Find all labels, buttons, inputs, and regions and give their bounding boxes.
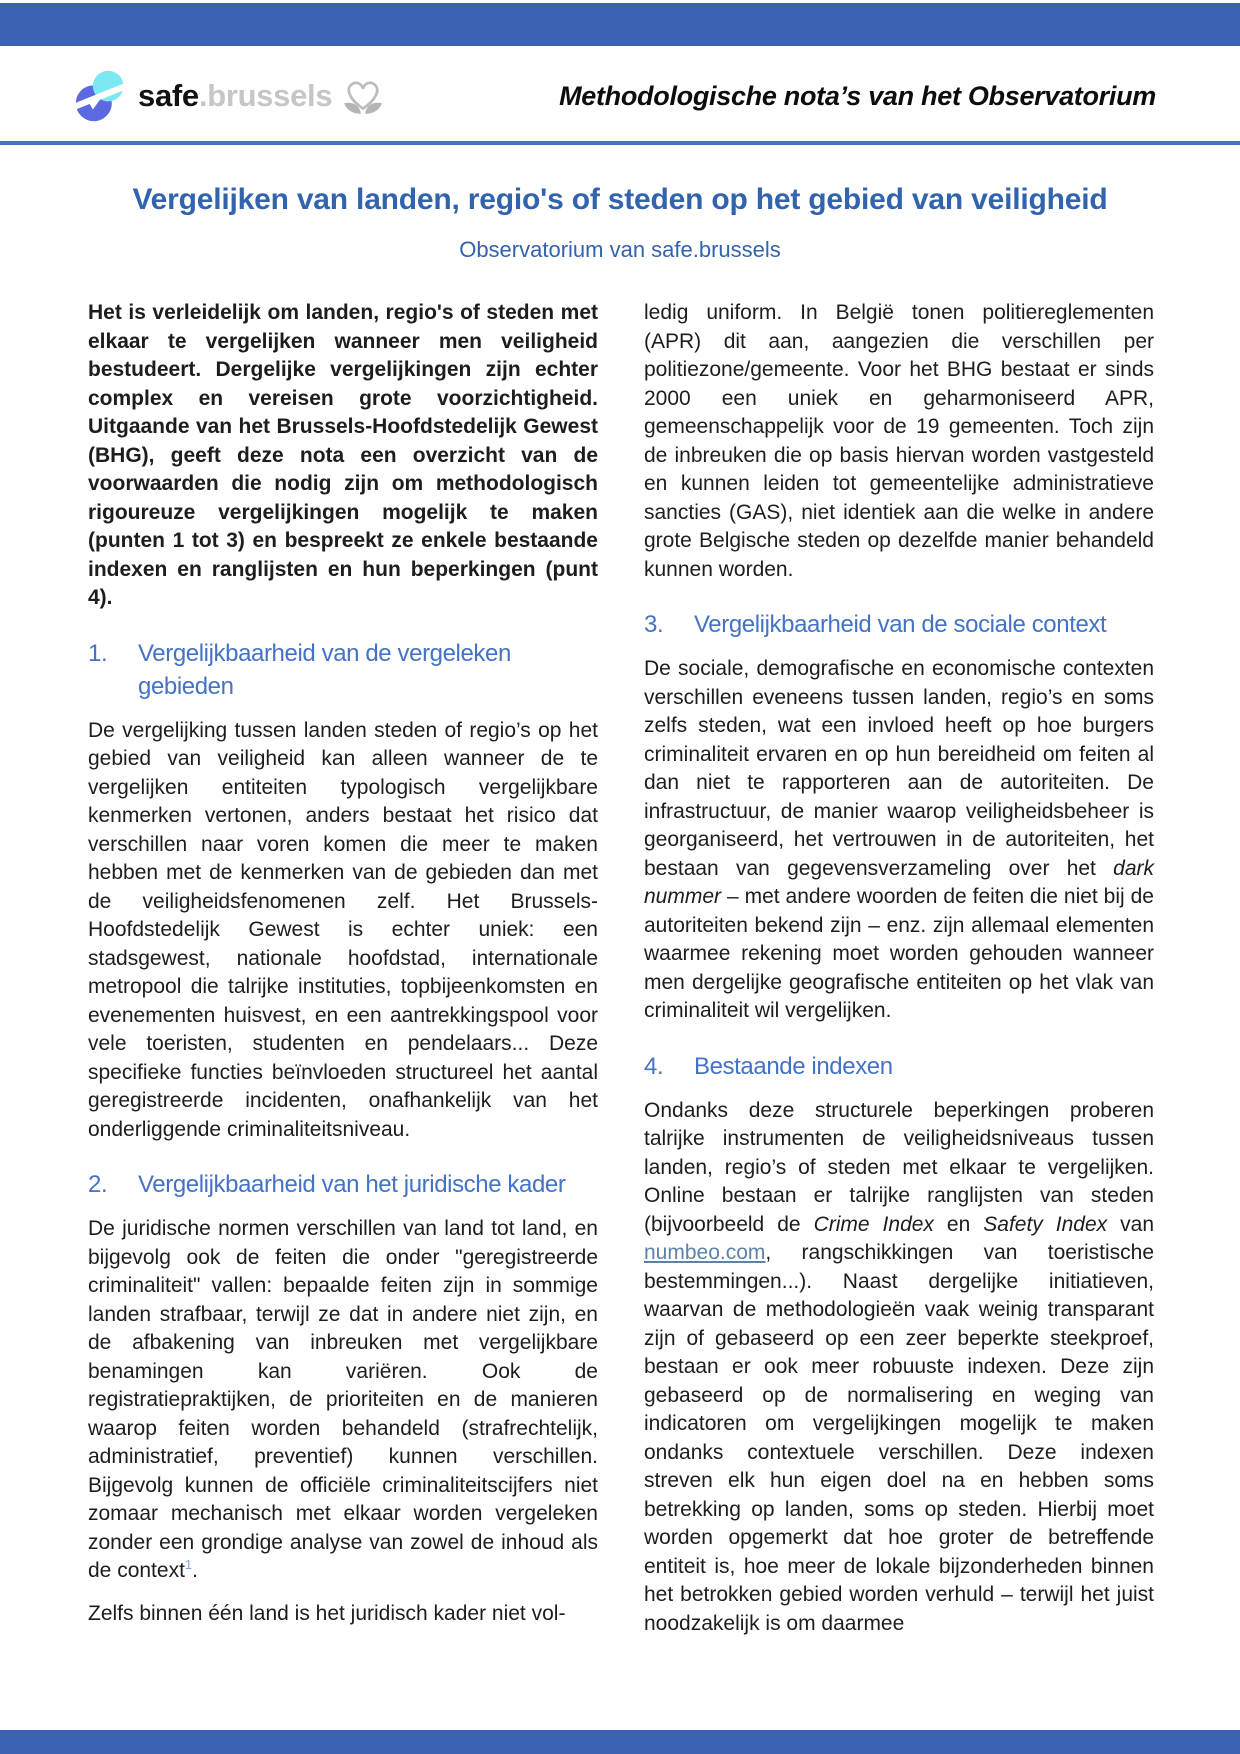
- top-banner-bar: [0, 3, 1240, 46]
- section-4-paragraph: [644, 1097, 1154, 1639]
- section-3-paragraph: [644, 655, 1154, 1026]
- text-segment: De sociale, demografische en economische contexten verschillen eveneens tussen landen, regio’s en soms zelfs steden, wat een invloed heeft op hoe burgers criminaliteit ervaren en op hun bereidheid om feiten al dan niet te rapporteren aan de autoriteiten. De infrastructuur, de manier waarop veiligheidsbeheer is georganiseerd, het vertrouwen in de autoriteiten, het bestaan van gegevensverzameling over het: [644, 657, 1154, 880]
- bottom-banner-bar: [0, 1730, 1240, 1754]
- footnote-marker-1: 1: [184, 1557, 193, 1572]
- text-segment: van: [1107, 1212, 1154, 1236]
- text-segment: – met andere woorden de feiten die niet bij de autoriteiten bekend zijn – enz. zijn allemaal elementen waarmee rekening moet worden gehouden wanneer men dergelijke geografische entiteiten op het vlak van criminaliteit wil vergelijken.: [644, 885, 1154, 1022]
- logo-dot: .: [198, 78, 208, 113]
- section-3-number: 3.: [644, 611, 664, 638]
- juridical-continuation-paragraph: ledig uniform. In België tonen politiereglementen (APR) dit aan, aangezien die verschillen per politiezone/gemeente. Voor het BHG bestaat er sinds 2000 een uniek en geharmoniseerd APR, gemeenschappelijk voor de 19 gemeenten. Toch zijn de inbreuken die op basis hiervan worden vastgesteld en kunnen leiden tot gemeentelijke administratieve sancties (GAS), niet identiek aan die welke in andere grote Belgische steden op dezelfde manier behandeld kunnen worden.: [644, 301, 1154, 581]
- section-4-heading: [644, 1050, 1154, 1083]
- text-segment: Ondanks deze structurele beperkingen proberen talrijke instrumenten de veiligheidsniveaus tussen landen, regio’s of steden met elkaar te vergelijken. Online bestaan er talrijke ranglijsten van steden (bijvoorbeeld de: [644, 1098, 1154, 1236]
- section-4-title: Bestaande indexen: [694, 1052, 893, 1080]
- page-header: [74, 52, 1156, 140]
- text-segment: dark nummer: [644, 856, 1154, 908]
- section-1-number: 1.: [88, 639, 108, 667]
- section-3-heading: [644, 608, 1154, 641]
- two-column-body: [88, 299, 1154, 1652]
- text-segment: Safety Index: [983, 1212, 1108, 1236]
- section-2-paragraph-continued: Zelfs binnen één land is het juridisch kader niet vol-: [88, 1601, 566, 1625]
- left-column: [88, 299, 598, 1652]
- numbeo-link[interactable]: numbeo.com: [644, 1241, 766, 1264]
- document-subtitle: Observatorium van safe.brussels: [459, 237, 781, 262]
- section-2-paragraph: [88, 1215, 598, 1586]
- logo-word-brussels: brussels: [207, 78, 333, 113]
- section-2-heading: [88, 1168, 598, 1201]
- header-divider: [0, 141, 1240, 145]
- text-segment: .: [192, 1559, 198, 1582]
- text-segment: Crime Index: [813, 1212, 934, 1236]
- text-segment: De juridische normen verschillen van land tot land, en bijgevolg ook de feiten die onder "geregistreerde criminaliteit" vallen: bepaalde feiten zijn in sommige landen strafbaar, terwijl ze dat in andere niet zijn, en de afbakening van inbreuken met vergelijkbare benamingen kan variëren. Ook de registratiepraktijken, de prioriteiten en de manieren waarop feiten worden behandeld (strafrechtelijk, administratief, preventief) kunnen verschillen. Bijgevolg kunnen de officiële criminaliteitscijfers niet zomaar mechanisch met elkaar worden vergeleken zonder een grondige analyse van zowel de inhoud als de context: [88, 1217, 598, 1582]
- series-title: Methodologische nota’s van het Observatorium: [559, 80, 1156, 111]
- section-2-title: Vergelijkbaarheid van het juridische kader: [138, 1171, 566, 1198]
- section-1-paragraph: De vergelijking tussen landen steden of regio’s op het gebied van veiligheid kan alleen wanneer de te vergelijken entiteiten typologisch vergelijkbare kenmerken vertonen, anders bestaat het risico dat verschillen naar voren komen die meer te maken hebben met de kenmerken van de gebieden dan met de veiligheidsfenomenen zelf. Het Brussels-Hoofdstedelijk Gewest is echter uniek: een stadsgewest, nationale hoofdstad, internationale metropool die talrijke instituties, topbijeenkomsten en evenementen huisvest, en een aantrekkingspool voor vele toeristen, studenten en pendelaars... Deze specifieke functies beïnvloeden structureel het aantal geregistreerde incidenten, onafhankelijk van het onderliggende criminaliteitsniveau.: [88, 718, 598, 1141]
- text-segment: , rangschikkingen van toeristische bestemmingen...). Naast dergelijke initiatieven, waarvan de methodologieën vaak weinig transparant zijn of gebaseerd op een zeer beperkte steekproef, bestaan er ook meer robuuste indexen. Deze zijn gebaseerd op de normalisering en weging van indicatoren om vergelijkingen mogelijk te maken ondanks contextuele verschillen. Deze indexen streven elk hun eigen doel na en hebben soms betrekking op landen, soms op steden. Hierbij moet worden opgemerkt dat hoe groter de betreffende entiteit is, hoe meer de lokale bijzonderheden binnen het betrokken gebied worden verhuld – terwijl het juist noodzakelijk is om daarmee: [644, 1241, 1154, 1635]
- section-2-number: 2.: [88, 1171, 108, 1198]
- text-segment: en: [933, 1212, 984, 1236]
- safe-brussels-logo: [74, 69, 386, 123]
- heart-leaves-icon: [340, 77, 386, 115]
- logo-word-safe: safe: [138, 78, 199, 113]
- safe-brussels-logo-icon: [74, 69, 128, 123]
- section-4-number: 4.: [644, 1052, 664, 1080]
- right-column: [644, 299, 1154, 1652]
- section-3-title: Vergelijkbaarheid van de sociale context: [694, 611, 1107, 638]
- intro-paragraph: Het is verleidelijk om landen, regio's of steden met elkaar te vergelijken wanneer men veiligheid bestudeert. Dergelijke vergelijkingen zijn echter complex en vereisen grote voorzichtigheid. Uitgaande van het Brussels-Hoofdstedelijk Gewest (BHG), geeft deze nota een overzicht van de voorwaarden die nodig zijn om methodologisch rigoureuze vergelijkingen mogelijk te maken (punten 1 tot 3) en bespreekt ze enkele bestaande indexen en ranglijsten en hun beperkingen (punt 4).: [88, 301, 598, 609]
- section-1-heading: [88, 637, 598, 703]
- document-title: Vergelijken van landen, regio's of steden op het gebied van veiligheid: [132, 183, 1108, 216]
- section-1-title: Vergelijkbaarheid van de vergeleken gebieden: [138, 639, 511, 700]
